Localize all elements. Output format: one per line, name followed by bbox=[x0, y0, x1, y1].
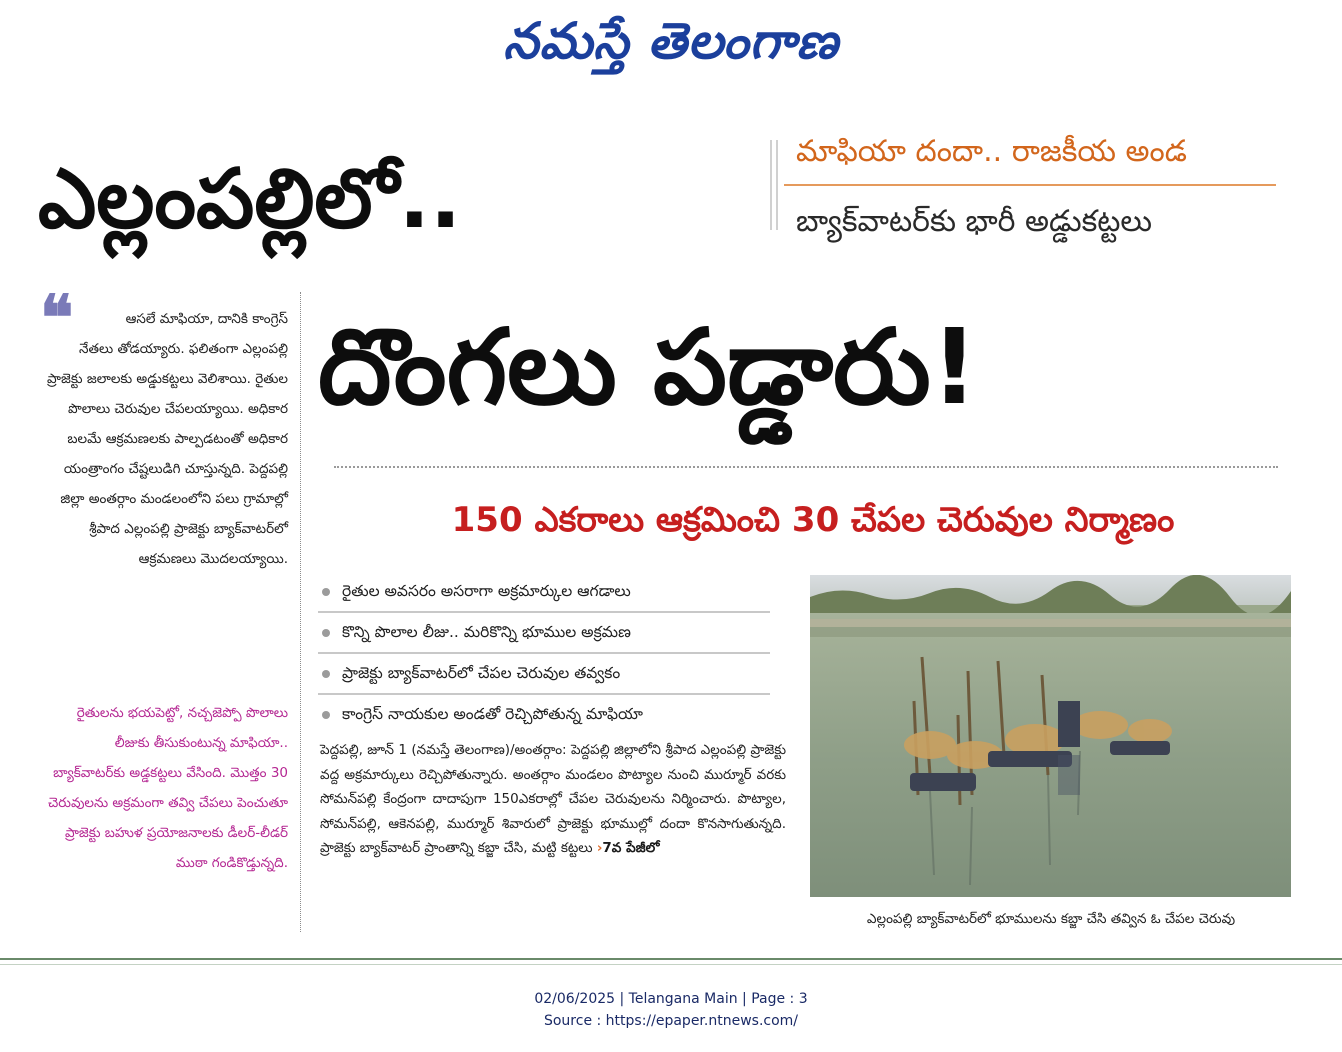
article-photo bbox=[810, 575, 1291, 897]
chevron-right-icon: › bbox=[596, 840, 603, 856]
kicker-top: మాఫియా దందా.. రాజకీయ అండ bbox=[796, 134, 1187, 169]
continued-link[interactable] bbox=[597, 840, 660, 856]
footer-date-edition: 02/06/2025 | Telangana Main | Page : 3 bbox=[534, 991, 808, 1007]
page-footer bbox=[0, 988, 1342, 1032]
bullet-item bbox=[318, 572, 770, 613]
bullet-text: కాంగ్రెస్ నాయకుల అండతో రెచ్చిపోతున్న మాఫియా bbox=[342, 705, 643, 723]
kicker-divider bbox=[784, 184, 1276, 186]
headline-line-1: ఎల్లంపల్లిలో.. bbox=[38, 152, 462, 247]
headline-divider bbox=[334, 466, 1278, 468]
fish-pond-photo bbox=[810, 575, 1291, 897]
bullet-dot-icon bbox=[322, 629, 330, 637]
bullet-text: ప్రాజెక్టు బ్యాక్‌వాటర్‌లో చేపల చెరువుల తవ్వకం bbox=[342, 664, 621, 682]
footer-rule-thin bbox=[0, 964, 1342, 965]
footer-rule bbox=[0, 958, 1342, 960]
bullet-item bbox=[318, 654, 770, 695]
bullet-text: కొన్ని పొలాల లీజు.. మరికొన్ని భూముల అక్రమణ bbox=[342, 623, 631, 641]
kicker-bottom: బ్యాక్‌వాటర్‌కు భారీ అడ్డుకట్టలు bbox=[796, 204, 1153, 239]
subheadline: 150 ఎకరాలు ఆక్రమించి 30 చేపల చెరువుల నిర్మాణం bbox=[451, 500, 1175, 540]
pull-quote-text: ఆసలే మాఫియా, దానికి కాంగ్రెస్ నేతలు తోడయ్యారు. ఫలితంగా ఎల్లంపల్లి ప్రాజెక్టు జలాలకు అడ్డుకట్టలు వెలిశాయి. రైతుల పొలాలు చెరువుల చేపలయ్యాయి. అధికార బలమే ఆక్రమణలకు పాల్పడటంతో అధికార యంత్రాంగం చేష్టలుడిగి చూస్తున్నది. పెద్దపల్లి జిల్లా అంతర్గాం మండలంలోని పలు గ్రామాల్లో శ్రీపాద ఎల్లంపల్లి ప్రాజెక్టు బ్యాక్‌వాటర్‌లో ఆక్రమణలు మొదలయ్యాయి. bbox=[47, 311, 288, 567]
bullet-item bbox=[318, 613, 770, 654]
masthead-logo: నమస్తే తెలంగాణ bbox=[503, 12, 839, 70]
bullet-text: రైతుల అవసరం అసరాగా అక్రమార్కుల ఆగడాలు bbox=[342, 582, 631, 600]
bullet-list bbox=[318, 572, 770, 734]
bullet-dot-icon bbox=[322, 670, 330, 678]
article-body-text: పెద్దపల్లి, జూన్ 1 (నమస్తే తెలంగాణ)/అంతర్గాం: పెద్దపల్లి జిల్లాలోని శ్రీపాద ఎల్లంపల్లి ప్రాజెక్టు వద్ద అక్రమార్కులు రెచ్చిపోతున్నారు. అంతర్గాం మండలం పొట్యాల నుంచి ముర్మూర్ వరకు సోమన్‌పల్లి కేంద్రంగా దాదాపుగా 150ఎకరాల్లో చేపల చెరువులను నిర్మించారు. పొట్యాల, సోమన్‌పల్లి, ఆకెనపల్లి, ముర్మూర్ శివారులో ప్రాజెక్టు భూముల్లో దందా కొనసాగుతున్నది. ప్రాజెక్టు బ్యాక్‌వాటర్ ప్రాంతాన్ని కబ్జా చేసి, మట్టి కట్టలు bbox=[320, 742, 786, 856]
column-divider bbox=[300, 292, 301, 932]
pull-quote-highlight: రైతులను భయపెట్టో, నచ్చజెప్పో పొలాలు లీజుకు తీసుకుంటున్న మాఫియా.. బ్యాక్‌వాటర్‌కు అడ్డకట్టలు వేసింది. మొత్తం 30 చెరువులను అక్రమంగా తవ్వి చేపలు పెంచుతూ ప్రాజెక్టు బహుళ ప్రయోజనాలకు డీలర్-లీడర్ ముఠా గండికొడ్తున్నది. bbox=[48, 705, 288, 871]
headline-line-2: దొంగలు పడ్డారు! bbox=[318, 306, 979, 428]
quote-mark-icon: ❝ bbox=[40, 281, 74, 354]
bullet-item bbox=[318, 695, 770, 734]
photo-caption: ఎల్లంపల్లి బ్యాక్‌వాటర్‌లో భూములను కబ్జా చేసి తవ్విన ఓ చేపల చెరువు bbox=[866, 911, 1236, 927]
article-body bbox=[320, 738, 786, 861]
bullet-dot-icon bbox=[322, 711, 330, 719]
footer-source: Source : https://epaper.ntnews.com/ bbox=[543, 1013, 799, 1029]
continued-label: 7వ పేజీలో bbox=[602, 840, 660, 856]
bullet-dot-icon bbox=[322, 588, 330, 596]
kicker-divider-vertical bbox=[770, 140, 778, 230]
